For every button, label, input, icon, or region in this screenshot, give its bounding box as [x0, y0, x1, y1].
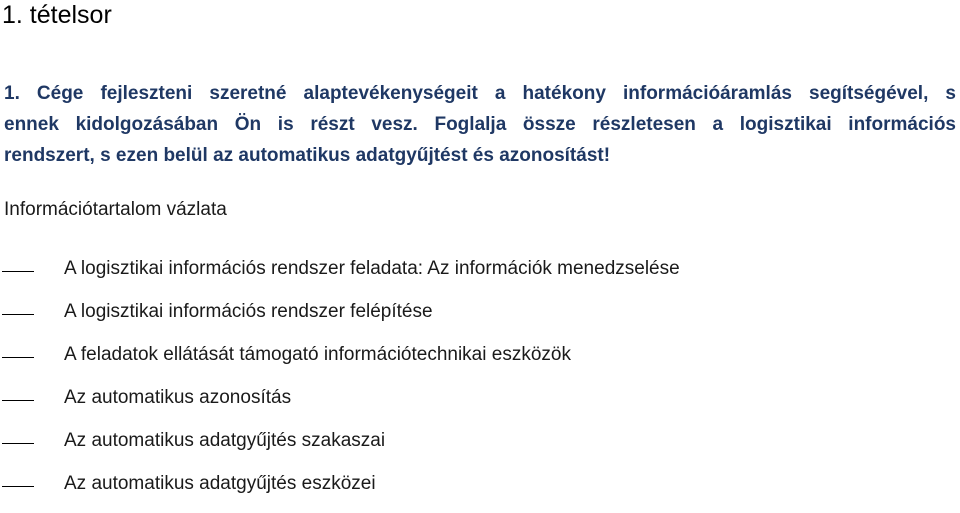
dash-bullet-icon — [2, 443, 34, 444]
task-line: 1. Cége fejleszteni szeretné alaptevékenységeit a hatékony információáramlás segítségével, s — [4, 83, 956, 104]
outline-item-text: Az automatikus azonosítás — [64, 387, 292, 408]
outline-item-text: A logisztikai információs rendszer felépítése — [64, 301, 433, 322]
outline-item-text: A feladatok ellátását támogató információtechnikai eszközök — [64, 344, 571, 365]
dash-bullet-icon — [2, 357, 34, 358]
task-line: ennek kidolgozásában Ön is részt vesz. Foglalja össze részletesen a logisztikai információs — [4, 114, 956, 135]
dash-bullet-icon — [2, 314, 34, 315]
outline-item-text: A logisztikai információs rendszer feladata: Az információk menedzselése — [64, 258, 680, 279]
task-paragraph — [4, 78, 956, 171]
dash-bullet-icon — [2, 486, 34, 487]
outline-title: Információtartalom vázlata — [4, 199, 227, 220]
dash-bullet-icon — [2, 271, 34, 272]
page-heading: 1. tételsor — [2, 1, 112, 29]
outline-item-text: Az automatikus adatgyűjtés eszközei — [64, 473, 376, 494]
task-line: rendszert, s ezen belül az automatikus adatgyűjtést és azonosítást! — [4, 145, 611, 166]
dash-bullet-icon — [2, 400, 34, 401]
outline-item-text: Az automatikus adatgyűjtés szakaszai — [64, 430, 386, 451]
